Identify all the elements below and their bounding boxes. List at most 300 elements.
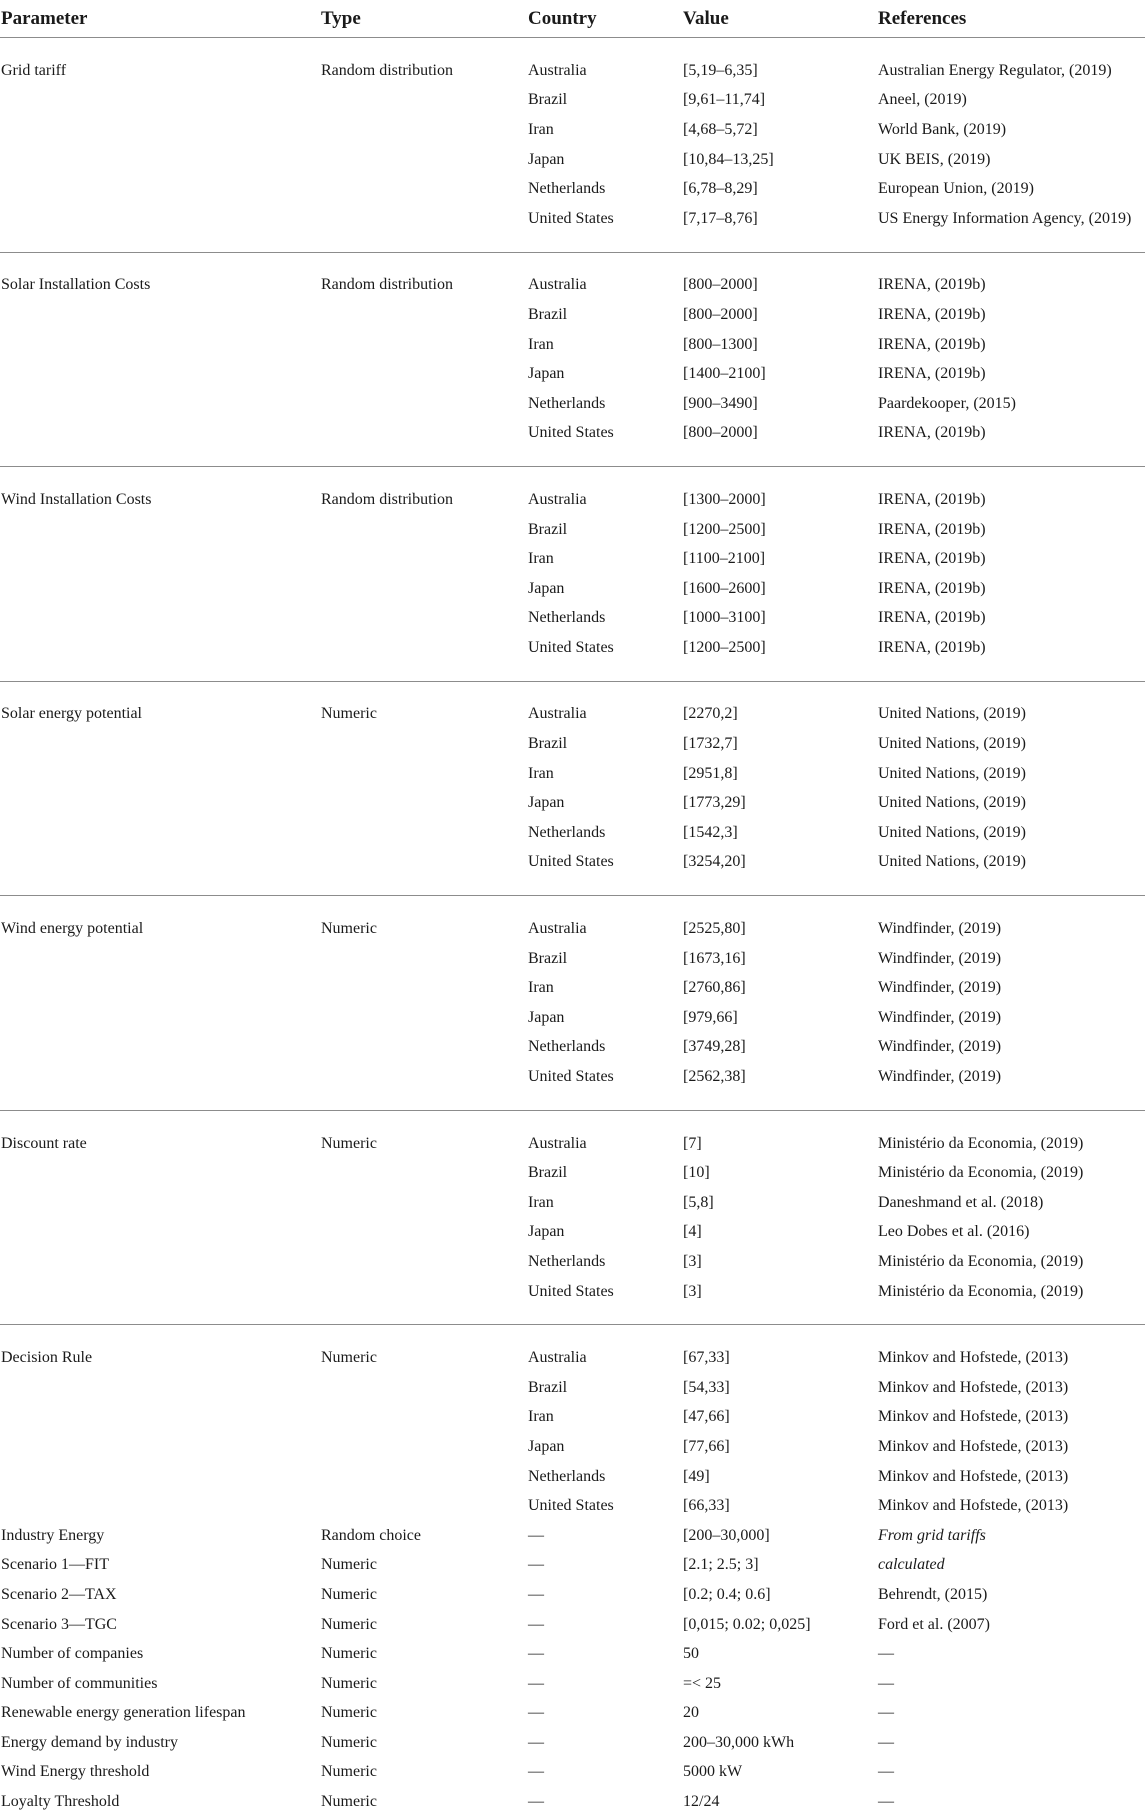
reference-cell: Minkov and Hofstede, (2013) — [878, 1467, 1069, 1485]
value-cell: [1732,7] — [683, 735, 738, 753]
type-cell: Numeric — [321, 1349, 377, 1367]
table-row — [0, 1158, 1145, 1188]
parameter-cell — [0, 1218, 320, 1248]
type-cell: Numeric — [321, 1793, 377, 1811]
reference-cell: United Nations, (2019) — [877, 848, 1145, 896]
reference-cell: IRENA, (2019b) — [878, 305, 986, 323]
reference-cell: — — [878, 1733, 894, 1751]
table-row — [0, 419, 1145, 467]
type-cell — [320, 359, 527, 389]
parameter-cell — [0, 1403, 320, 1433]
type-cell — [320, 1218, 527, 1248]
table-header — [0, 0, 1145, 38]
type-cell — [320, 818, 527, 848]
header-value: Value — [682, 0, 877, 38]
country-cell: United States — [527, 1062, 682, 1110]
parameter-cell — [0, 1432, 320, 1462]
value-cell: [4] — [683, 1223, 702, 1241]
type-cell: Numeric — [321, 1733, 377, 1751]
country-cell: — — [528, 1793, 544, 1811]
reference-cell: UK BEIS, (2019) — [878, 150, 991, 168]
value-cell: [2.1; 2.5; 3] — [683, 1556, 759, 1574]
table-row — [0, 633, 1145, 681]
value-cell: [1200–2500] — [683, 520, 766, 538]
country-cell: — — [528, 1763, 544, 1781]
country-cell: Australia — [528, 61, 587, 79]
parameter-cell — [0, 1158, 320, 1188]
type-cell — [320, 1403, 527, 1433]
reference-cell: IRENA, (2019b) — [878, 579, 986, 597]
value-cell: [5,8] — [683, 1193, 714, 1211]
parameter-cell — [0, 204, 320, 252]
table-row — [0, 848, 1145, 896]
type-cell: Random distribution — [321, 276, 453, 294]
type-cell — [320, 174, 527, 204]
reference-cell: Behrendt, (2015) — [878, 1585, 988, 1603]
reference-cell: Daneshmand et al. (2018) — [878, 1193, 1044, 1211]
type-cell — [320, 1033, 527, 1063]
table-row — [0, 115, 1145, 145]
country-cell: United States — [527, 1277, 682, 1325]
country-cell: — — [528, 1585, 544, 1603]
table-row — [0, 1491, 1145, 1521]
country-cell: Netherlands — [528, 823, 606, 841]
value-cell: 12/24 — [683, 1793, 720, 1811]
value-cell: [3749,28] — [683, 1038, 746, 1056]
reference-cell: Windfinder, (2019) — [878, 979, 1002, 997]
table-row — [0, 1639, 1145, 1669]
country-cell: Japan — [528, 794, 565, 812]
value-cell: [3] — [682, 1277, 877, 1325]
table-row — [0, 788, 1145, 818]
table-row — [0, 973, 1145, 1003]
type-cell — [320, 788, 527, 818]
reference-cell: World Bank, (2019) — [878, 120, 1007, 138]
table-row — [0, 1110, 1145, 1158]
table-row — [0, 1247, 1145, 1277]
parameter-cell — [0, 419, 320, 467]
country-cell: Australia — [528, 920, 587, 938]
reference-cell: US Energy Information Agency, (2019) — [877, 204, 1145, 252]
parameter-cell — [0, 544, 320, 574]
table-row — [0, 1403, 1145, 1433]
reference-cell: — — [878, 1674, 894, 1692]
reference-cell: Aneel, (2019) — [878, 91, 967, 109]
parameter-cell — [0, 86, 320, 116]
country-cell: Netherlands — [528, 1467, 606, 1485]
parameter-cell — [0, 330, 320, 360]
reference-cell: Windfinder, (2019) — [877, 1062, 1145, 1110]
table-row — [0, 1462, 1145, 1492]
parameter-cell — [0, 848, 320, 896]
value-cell: [7] — [683, 1134, 702, 1152]
reference-cell: United Nations, (2019) — [878, 705, 1026, 723]
reference-cell: United Nations, (2019) — [878, 794, 1026, 812]
value-cell: [0.2; 0.4; 0.6] — [683, 1585, 771, 1603]
country-cell: United States — [527, 848, 682, 896]
reference-cell: Minkov and Hofstede, (2013) — [878, 1349, 1069, 1367]
value-cell: [7,17–8,76] — [682, 204, 877, 252]
value-cell: [800–2000] — [683, 276, 758, 294]
parameter-cell: Loyalty Threshold — [1, 1793, 120, 1811]
value-cell: [1000–3100] — [683, 609, 766, 627]
country-cell: Australia — [528, 1134, 587, 1152]
country-cell: — — [528, 1526, 544, 1544]
table-row — [0, 145, 1145, 175]
country-cell: Netherlands — [528, 1252, 606, 1270]
type-cell: Random distribution — [321, 61, 453, 79]
table-row — [0, 604, 1145, 634]
reference-cell: IRENA, (2019b) — [878, 490, 986, 508]
type-cell — [320, 1462, 527, 1492]
type-cell — [320, 1432, 527, 1462]
table-row — [0, 1521, 1145, 1551]
parameter-cell — [0, 1491, 320, 1521]
parameter-cell: Grid tariff — [1, 61, 67, 79]
country-cell: Australia — [528, 490, 587, 508]
country-cell: — — [528, 1704, 544, 1722]
parameter-cell — [0, 145, 320, 175]
reference-cell: Paardekooper, (2015) — [878, 394, 1016, 412]
table-row — [0, 544, 1145, 574]
value-cell: 20 — [683, 1704, 699, 1722]
table-row — [0, 389, 1145, 419]
country-cell: — — [528, 1733, 544, 1751]
table-row — [0, 1699, 1145, 1729]
value-cell: [3] — [683, 1252, 702, 1270]
type-cell — [320, 574, 527, 604]
parameter-cell — [0, 1277, 320, 1325]
parameter-cell — [0, 633, 320, 681]
type-cell — [320, 145, 527, 175]
reference-cell: Ford et al. (2007) — [878, 1615, 990, 1633]
reference-cell: IRENA, (2019b) — [877, 633, 1145, 681]
table-row — [0, 1758, 1145, 1788]
type-cell — [320, 515, 527, 545]
table-row — [0, 300, 1145, 330]
reference-cell: IRENA, (2019b) — [878, 550, 986, 568]
table-row — [0, 1033, 1145, 1063]
reference-cell: Windfinder, (2019) — [878, 949, 1002, 967]
table-row — [0, 1432, 1145, 1462]
type-cell: Numeric — [321, 1674, 377, 1692]
parameter-cell — [0, 515, 320, 545]
value-cell: [2270,2] — [683, 705, 738, 723]
reference-cell: IRENA, (2019b) — [878, 335, 986, 353]
country-cell: Iran — [528, 764, 554, 782]
value-cell: [9,61–11,74] — [683, 91, 766, 109]
value-cell: [1542,3] — [683, 823, 738, 841]
reference-cell: Ministério da Economia, (2019) — [877, 1277, 1145, 1325]
table-row — [0, 1003, 1145, 1033]
value-cell: [900–3490] — [683, 394, 758, 412]
parameter-cell — [0, 1247, 320, 1277]
type-cell — [320, 86, 527, 116]
reference-cell: Minkov and Hofstede, (2013) — [878, 1437, 1069, 1455]
value-cell: 200–30,000 kWh — [683, 1733, 795, 1751]
reference-cell: United Nations, (2019) — [878, 735, 1026, 753]
type-cell — [320, 300, 527, 330]
value-cell: [2562,38] — [682, 1062, 877, 1110]
reference-cell: Minkov and Hofstede, (2013) — [878, 1497, 1069, 1515]
value-cell: [2525,80] — [683, 920, 746, 938]
table-row — [0, 1610, 1145, 1640]
country-cell: Netherlands — [528, 180, 606, 198]
value-cell: [47,66] — [683, 1408, 730, 1426]
value-cell: [1300–2000] — [683, 490, 766, 508]
value-cell: [6,78–8,29] — [683, 180, 758, 198]
reference-cell: European Union, (2019) — [878, 180, 1034, 198]
table-row — [0, 1580, 1145, 1610]
type-cell: Numeric — [321, 1134, 377, 1152]
type-cell — [320, 419, 527, 467]
reference-cell: From grid tariffs — [878, 1526, 986, 1544]
value-cell: [2951,8] — [683, 764, 738, 782]
value-cell: [1400–2100] — [683, 365, 766, 383]
table-row — [0, 467, 1145, 515]
value-cell: 50 — [683, 1645, 699, 1663]
header-type: Type — [320, 0, 527, 38]
reference-cell: Leo Dobes et al. (2016) — [878, 1223, 1030, 1241]
reference-cell: IRENA, (2019b) — [878, 520, 986, 538]
value-cell: [3254,20] — [682, 848, 877, 896]
value-cell: [200–30,000] — [683, 1526, 770, 1544]
parameter-cell: Scenario 3—TGC — [1, 1615, 117, 1633]
type-cell — [320, 204, 527, 252]
reference-cell: calculated — [878, 1556, 945, 1574]
country-cell: United States — [528, 1497, 614, 1515]
type-cell — [320, 1188, 527, 1218]
reference-cell: — — [878, 1645, 894, 1663]
table-row — [0, 1373, 1145, 1403]
reference-cell: IRENA, (2019b) — [878, 365, 986, 383]
type-cell: Random choice — [321, 1526, 421, 1544]
value-cell: [1773,29] — [683, 794, 746, 812]
parameter-cell — [0, 1003, 320, 1033]
reference-cell: Minkov and Hofstede, (2013) — [878, 1408, 1069, 1426]
table-row — [0, 38, 1145, 86]
parameter-cell — [0, 759, 320, 789]
country-cell: — — [528, 1556, 544, 1574]
parameter-cell — [0, 604, 320, 634]
value-cell: [800–1300] — [683, 335, 758, 353]
table-row — [0, 759, 1145, 789]
country-cell: Brazil — [528, 949, 568, 967]
value-cell: [4,68–5,72] — [683, 120, 758, 138]
reference-cell: United Nations, (2019) — [878, 764, 1026, 782]
parameter-cell: Discount rate — [1, 1134, 87, 1152]
value-cell: =< 25 — [683, 1674, 722, 1692]
type-cell — [320, 604, 527, 634]
value-cell: 5000 kW — [683, 1763, 743, 1781]
parameter-cell: Solar Installation Costs — [1, 276, 151, 294]
table-row — [0, 681, 1145, 729]
parameter-cell: Industry Energy — [1, 1526, 105, 1544]
parameter-cell: Wind Installation Costs — [1, 490, 152, 508]
header-references: References — [877, 0, 1145, 38]
table-row — [0, 1188, 1145, 1218]
value-cell: [2760,86] — [683, 979, 746, 997]
reference-cell: Australian Energy Regulator, (2019) — [878, 61, 1112, 79]
country-cell: Brazil — [528, 735, 568, 753]
table-row — [0, 1325, 1145, 1373]
reference-cell: Ministério da Economia, (2019) — [878, 1134, 1084, 1152]
parameter-cell: Decision Rule — [1, 1349, 93, 1367]
type-cell — [320, 1158, 527, 1188]
parameter-cell: Scenario 1—FIT — [1, 1556, 109, 1574]
parameter-cell: Wind Energy threshold — [1, 1763, 150, 1781]
country-cell: Iran — [528, 1193, 554, 1211]
type-cell — [320, 1062, 527, 1110]
parameter-cell — [0, 1033, 320, 1063]
table-row — [0, 86, 1145, 116]
value-cell: [979,66] — [683, 1008, 738, 1026]
country-cell: Japan — [528, 579, 565, 597]
table-row — [0, 1787, 1145, 1817]
parameter-cell — [0, 574, 320, 604]
parameter-cell — [0, 359, 320, 389]
value-cell: [10,84–13,25] — [683, 150, 774, 168]
country-cell: Iran — [528, 335, 554, 353]
reference-cell: — — [878, 1704, 894, 1722]
type-cell: Random distribution — [321, 490, 453, 508]
parameter-cell — [0, 944, 320, 974]
country-cell: — — [528, 1645, 544, 1663]
type-cell: Numeric — [321, 1585, 377, 1603]
value-cell: [49] — [683, 1467, 710, 1485]
country-cell: Iran — [528, 979, 554, 997]
reference-cell: Minkov and Hofstede, (2013) — [878, 1378, 1069, 1396]
country-cell: Japan — [528, 1223, 565, 1241]
table-row — [0, 574, 1145, 604]
value-cell: [800–2000] — [682, 419, 877, 467]
type-cell — [320, 1003, 527, 1033]
type-cell — [320, 115, 527, 145]
reference-cell: Windfinder, (2019) — [878, 920, 1002, 938]
table-row — [0, 204, 1145, 252]
type-cell — [320, 1373, 527, 1403]
country-cell: Japan — [528, 150, 565, 168]
type-cell — [320, 1491, 527, 1521]
country-cell: Brazil — [528, 91, 568, 109]
value-cell: [66,33] — [683, 1497, 730, 1515]
table-row — [0, 1277, 1145, 1325]
reference-cell: IRENA, (2019b) — [878, 609, 986, 627]
type-cell: Numeric — [321, 1615, 377, 1633]
reference-cell: — — [878, 1793, 894, 1811]
reference-cell: — — [878, 1763, 894, 1781]
table-row — [0, 944, 1145, 974]
table-row — [0, 896, 1145, 944]
type-cell — [320, 848, 527, 896]
country-cell: Iran — [528, 550, 554, 568]
table-body — [0, 38, 1145, 1817]
reference-cell: Ministério da Economia, (2019) — [878, 1252, 1084, 1270]
type-cell: Numeric — [321, 1645, 377, 1663]
type-cell: Numeric — [321, 1704, 377, 1722]
country-cell: Netherlands — [528, 394, 606, 412]
parameter-cell — [0, 300, 320, 330]
type-cell — [320, 633, 527, 681]
type-cell — [320, 1247, 527, 1277]
header-parameter: Parameter — [0, 0, 320, 38]
country-cell: Brazil — [528, 1378, 568, 1396]
type-cell: Numeric — [321, 1556, 377, 1574]
header-country: Country — [527, 0, 682, 38]
type-cell — [320, 1277, 527, 1325]
country-cell: United States — [527, 633, 682, 681]
type-cell — [320, 759, 527, 789]
reference-cell: United Nations, (2019) — [878, 823, 1026, 841]
parameter-cell — [0, 1062, 320, 1110]
value-cell: [10] — [683, 1164, 710, 1182]
type-cell: Numeric — [321, 705, 377, 723]
value-cell: [1600–2600] — [683, 579, 766, 597]
table-row — [0, 729, 1145, 759]
reference-cell: IRENA, (2019b) — [878, 276, 986, 294]
type-cell — [320, 544, 527, 574]
country-cell: Iran — [528, 1408, 554, 1426]
country-cell: — — [528, 1674, 544, 1692]
reference-cell: Windfinder, (2019) — [878, 1008, 1002, 1026]
reference-cell: Windfinder, (2019) — [878, 1038, 1002, 1056]
value-cell: [5,19–6,35] — [683, 61, 758, 79]
parameter-cell — [0, 1188, 320, 1218]
header-row — [0, 0, 1145, 38]
value-cell: [1100–2100] — [683, 550, 766, 568]
country-cell: Australia — [528, 276, 587, 294]
table-row — [0, 1551, 1145, 1581]
table-row — [0, 252, 1145, 300]
country-cell: Iran — [528, 120, 554, 138]
parameter-cell: Wind energy potential — [1, 920, 144, 938]
table-row — [0, 174, 1145, 204]
parameter-cell — [0, 973, 320, 1003]
country-cell: Australia — [528, 705, 587, 723]
country-cell: United States — [527, 419, 682, 467]
reference-cell: IRENA, (2019b) — [877, 419, 1145, 467]
value-cell: [0,015; 0.02; 0,025] — [683, 1615, 811, 1633]
parameter-cell — [0, 115, 320, 145]
table-row — [0, 515, 1145, 545]
parameter-cell: Scenario 2—TAX — [1, 1585, 117, 1603]
type-cell: Numeric — [321, 1763, 377, 1781]
parameter-cell — [0, 1373, 320, 1403]
value-cell: [800–2000] — [683, 305, 758, 323]
country-cell: Australia — [528, 1349, 587, 1367]
table-row — [0, 1218, 1145, 1248]
value-cell: [1673,16] — [683, 949, 746, 967]
country-cell: Netherlands — [528, 609, 606, 627]
parameter-cell — [0, 1462, 320, 1492]
country-cell: Japan — [528, 365, 565, 383]
parameter-cell: Energy demand by industry — [1, 1733, 179, 1751]
value-cell: [77,66] — [683, 1437, 730, 1455]
country-cell: Brazil — [528, 305, 568, 323]
type-cell — [320, 389, 527, 419]
parameter-cell — [0, 389, 320, 419]
value-cell: [54,33] — [683, 1378, 730, 1396]
type-cell — [320, 330, 527, 360]
country-cell: Netherlands — [528, 1038, 606, 1056]
table-row — [0, 1062, 1145, 1110]
type-cell — [320, 973, 527, 1003]
parameter-cell: Renewable energy generation lifespan — [1, 1704, 246, 1722]
parameter-cell — [0, 729, 320, 759]
country-cell: Japan — [528, 1437, 565, 1455]
parameter-cell — [0, 818, 320, 848]
reference-cell: Ministério da Economia, (2019) — [878, 1164, 1084, 1182]
